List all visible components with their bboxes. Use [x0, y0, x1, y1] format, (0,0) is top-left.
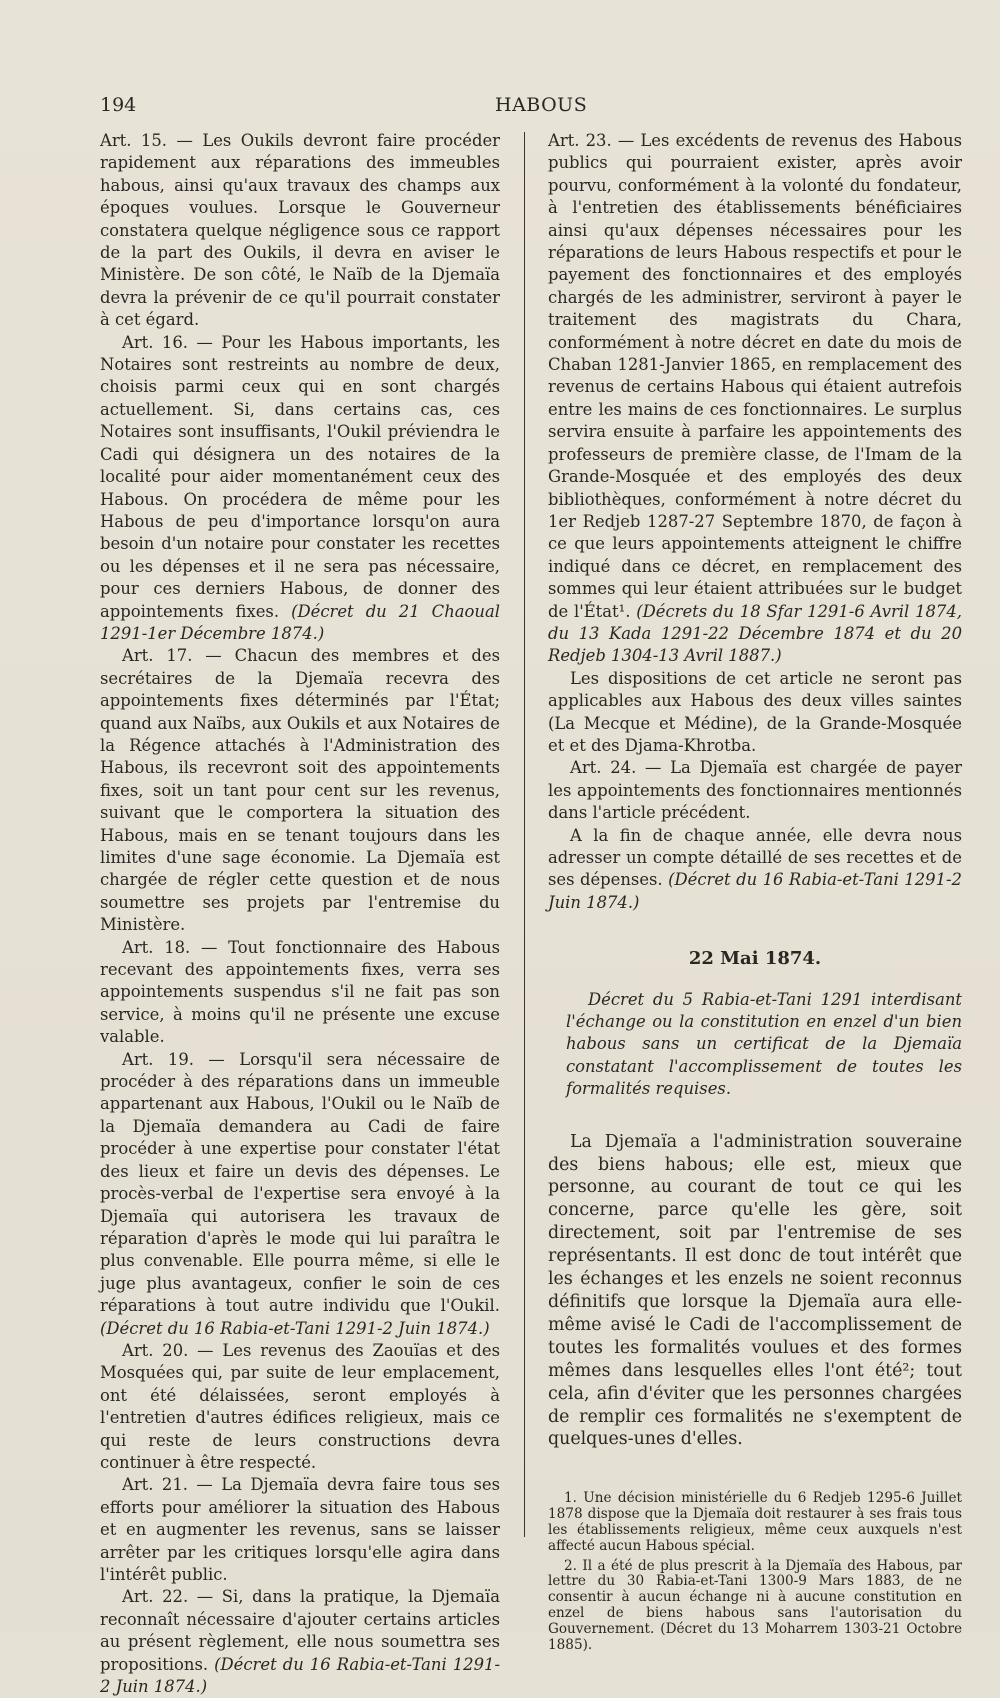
article-23: Art. 23. — Les excédents de revenus des Habous publics qui pourraient exister, après avoir pourvu, conformément à la volonté du fondateur, à l'entretien des établissements bénéficiaires ainsi qu'aux dépenses nécessaires pour les réparations de leurs Habous respectifs et pour le payement des fonctionnaires et des employés chargés de les administrer, serviront à payer le traitement des magistrats du Chara, conformément à notre décret en date du mois de Chaban 1281-Janvier 1865, en remplacement des revenus de certains Habous qui étaient autrefois entre les mains de ces fonctionnaires. Le surplus servira ensuite à parfaire les appointements des professeurs de première classe, de l'Imam de la Grande-Mosquée et des employés des deux bibliothèques, conformément à notre décret du 1er Redjeb 1287-27 Septembre 1870, de façon à ce que leurs appointements atteignent le chiffre indiqué dans ce décret, en remplacement des sommes qui leur étaient attribuées sur le budget de l'État¹. (Décrets du 18 Sfar 1291-6 Avril 1874, du 13 Kada 1291-22 Décembre 1874 et du 20 Redjeb 1304-13 Avril 1887.): [548, 131, 962, 666]
decree-date-heading: 22 Mai 1874.: [688, 948, 822, 970]
article-23-citation: (Décrets du 18 Sfar 1291-6 Avril 1874, du 13 Kada 1291-22 Décembre 1874 et du 20 Redjeb 1304-13 Avril 1887.): [548, 601, 962, 666]
article-23-paragraph-2: Les dispositions de cet article ne seront pas applicables aux Habous des deux villes saintes (La Mecque et Médine), de la Grande-Mosquée et et des Djama-Khrotba.: [548, 668, 962, 755]
column-divider: [524, 132, 525, 1537]
footnote-2: 2. Il a été de plus prescrit à la Djemaïa des Habous, par lettre du 30 Rabia-et-Tani 1300-9 Mars 1883, de ne consentir à aucun échange ni à aucune constitution en enzel de biens habous sans l'autorisation du Gouvernement. (Décret du 13 Moharrem 1303-21 Octobre 1885).: [548, 1557, 962, 1653]
left-column: [100, 130, 500, 1698]
article-24: Art. 24. — La Djemaïa est chargée de payer les appointements des fonctionnaires mentionnés dans l'article précédent.: [548, 758, 962, 823]
page-number: 194: [100, 94, 137, 116]
article-24-paragraph-2: A la fin de chaque année, elle devra nous adresser un compte détaillé de ses recettes et de ses dépenses. (Décret du 16 Rabia-et-Tani 1291-2 Juin 1874.): [548, 825, 962, 912]
running-title: HABOUS: [495, 94, 588, 116]
article-17: Art. 17. — Chacun des membres et des secrétaires de la Djemaïa recevra des appointements fixes déterminés par l'État; quand aux Naïbs, aux Oukils et aux Notaires de la Régence attachés à l'Administration des Habous, ils recevront soit des appointements fixes, soit un tant pour cent sur les revenus, suivant que le comportera la situation des Habous, mais en se tenant toujours dans les limites d'une sage économie. La Djemaïa est chargée de régler cette question et de nous soumettre ses projets par l'entremise du Ministère.: [100, 646, 500, 935]
article-22-citation: (Décret du 16 Rabia-et-Tani 1291-2 Juin 1874.): [100, 1654, 500, 1697]
article-18: Art. 18. — Tout fonctionnaire des Habous recevant des appointements fixes, verra ses appointements suspendus s'il ne fait pas son service, à moins qu'il ne présente une excuse valable.: [100, 937, 500, 1047]
footnotes: [548, 1491, 962, 1653]
footnote-1: 1. Une décision ministérielle du 6 Redjeb 1295-6 Juillet 1878 dispose que la Djemaïa doit restaurer à ses frais tous les établissements religieux, même ceux auxquels n'est affecté aucun Habous spécial.: [548, 1490, 962, 1554]
article-19-citation: (Décret du 16 Rabia-et-Tani 1291-2 Juin 1874.): [100, 1318, 490, 1338]
page-header: [100, 94, 970, 124]
decree-title: Décret du 5 Rabia-et-Tani 1291 interdisant l'échange ou la constitution en enzel d'un bien habous sans un certificat de la Djemaïa constatant l'accomplissement de toutes les formalités requises.: [566, 989, 962, 1099]
decree-body-paragraph: La Djemaïa a l'administration souveraine des biens habous; elle est, mieux que personne, au courant de tout ce qui les concerne, parce qu'elle les gère, soit directement, soit par l'entremise de ses représentants. Il est donc de tout intérêt que les échanges et les enzels ne soient reconnus définitifs que lorsque la Djemaïa aura elle-même avisé le Cadi de l'accomplissement de toutes les formalités voulues et des formes mêmes dans lesquelles elles l'ont été²; tout cela, afin d'éviter que les personnes chargées de remplir ces formalités ne s'exemptent de quelques-unes d'elles.: [548, 1131, 962, 1450]
article-15: Art. 15. — Les Oukils devront faire procéder rapidement aux réparations des immeubles habous, ainsi qu'aux travaux des champs aux époques voulues. Lorsque le Gouverneur constatera quelque négligence sous ce rapport de la part des Oukils, il devra en aviser le Ministère. De son côté, le Naïb de la Djemaïa devra la prévenir de ce qu'il pourrait constater à cet égard.: [100, 131, 500, 330]
article-19: Art. 19. — Lorsqu'il sera nécessaire de procéder à des réparations dans un immeuble appartenant aux Habous, l'Oukil ou le Naïb de la Djemaïa demandera au Cadi de faire procéder à une expertise pour constater l'état des lieux et faire un devis des dépenses. Le procès-verbal de l'expertise sera envoyé à la Djemaïa qui autorisera les travaux de réparation d'après le mode qui lui paraîtra le plus convenable. Elle pourra même, si elle le juge plus avantageux, confier le soin de ces réparations à tout autre individu que l'Oukil. (Décret du 16 Rabia-et-Tani 1291-2 Juin 1874.): [100, 1049, 500, 1338]
right-column: [548, 130, 962, 1657]
article-22: Art. 22. — Si, dans la pratique, la Djemaïa reconnaît nécessaire d'ajouter certains articles au présent règlement, elle nous soumettra ses propositions. (Décret du 16 Rabia-et-Tani 1291-2 Juin 1874.): [100, 1587, 500, 1697]
article-20: Art. 20. — Les revenus des Zaouïas et des Mosquées qui, par suite de leur emplacement, ont été délaissées, seront employés à l'entretien d'autres édifices religieux, mais ce qui reste de leurs constructions devra continuer à être respecté.: [100, 1340, 500, 1472]
article-21: Art. 21. — La Djemaïa devra faire tous ses efforts pour améliorer la situation des Habous et en augmenter les revenus, sans se laisser arrêter par les critiques lorsqu'elle agira dans l'intérêt public.: [100, 1475, 500, 1584]
article-16-citation: (Décret du 21 Chaoual 1291-1er Décembre 1874.): [100, 601, 500, 643]
article-24-citation: (Décret du 16 Rabia-et-Tani 1291-2 Juin 1874.): [548, 870, 962, 912]
decree-body: [548, 1131, 962, 1452]
article-16: Art. 16. — Pour les Habous importants, les Notaires sont restreints au nombre de deux, choisis parmi ceux qui en sont chargés actuellement. Si, dans certains cas, ces Notaires sont insuffisants, l'Oukil préviendra le Cadi qui désignera un des notaires de la localité pour aider momentanément ceux des Habous. On procédera de même pour les Habous de peu d'importance lorsqu'on aura besoin d'un notaire pour constater les recettes ou les dépenses et il ne sera pas nécessaire, pour ces derniers Habous, de donner des appointements fixes. (Décret du 21 Chaoual 1291-1er Décembre 1874.): [100, 332, 500, 643]
